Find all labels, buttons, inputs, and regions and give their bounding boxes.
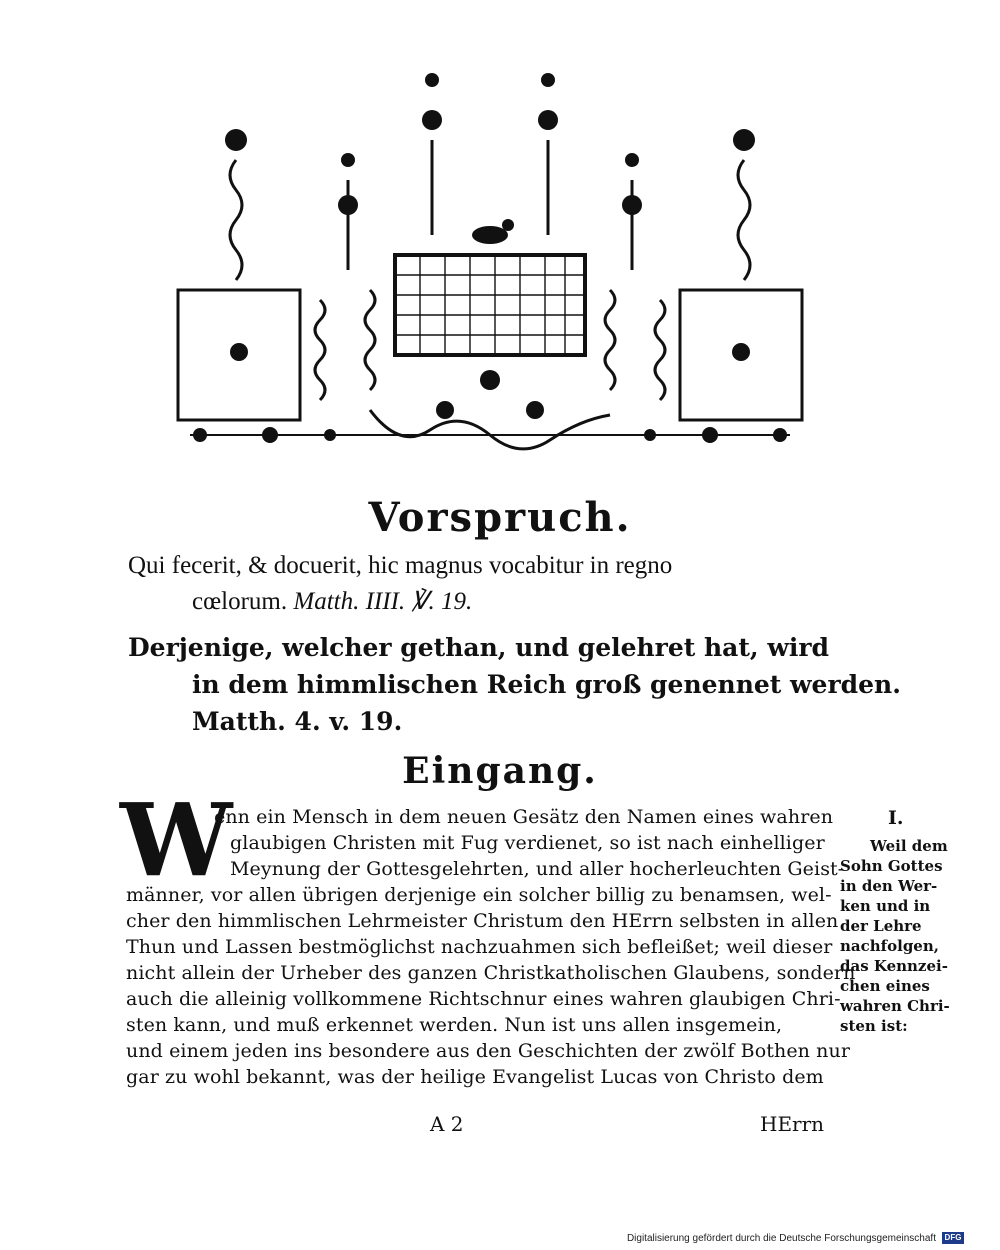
margin-note-line: ken und in — [840, 897, 931, 915]
heading-eingang: Eingang. — [402, 750, 598, 792]
latin-motto-line: Qui fecerit, & docuerit, hic magnus vocabitur in regno — [128, 552, 673, 579]
latin-motto-text: cœlorum. — [192, 588, 288, 615]
dfg-logo: DFG — [942, 1232, 964, 1244]
latin-motto-line — [192, 584, 912, 620]
german-motto-reference: Matth. 4. v. 19. — [192, 707, 403, 736]
margin-note-line: sten ist: — [840, 1017, 908, 1035]
body-line: sten kann, und muß erkennet werden. Nun ist uns allen insgemein, — [126, 1014, 783, 1036]
german-motto-line: in dem himmlischen Reich groß genennet werden. — [192, 670, 901, 699]
margin-section-number: I. — [888, 807, 904, 829]
woodcut-ornament — [170, 60, 810, 480]
margin-note-line: nachfolgen, — [840, 937, 939, 955]
body-line: cher den himmlischen Lehrmeister Christum den HErrn selbsten in allen — [126, 910, 839, 932]
body-line: auch die alleinig vollkommene Richtschnur eines wahren glaubigen Chri- — [126, 988, 841, 1010]
heading-vorspruch: Vorspruch. — [368, 494, 632, 541]
body-line: männer, vor allen übrigen derjenige ein solcher billig zu benamsen, wel- — [126, 884, 832, 906]
body-line: glaubigen Christen mit Fug verdienet, so ist nach einhelliger — [230, 832, 825, 854]
body-line: enn ein Mensch in dem neuen Gesätz den Namen eines wahren — [214, 806, 834, 828]
margin-note-line: chen eines — [840, 977, 930, 995]
latin-motto-reference: Matth. IIII. ℣. 19. — [293, 588, 473, 615]
margin-note-line: der Lehre — [840, 917, 922, 935]
digitization-credit — [627, 1232, 964, 1244]
catchword: HErrn — [760, 1112, 825, 1136]
body-line: gar zu wohl bekannt, was der heilige Evangelist Lucas von Christo dem — [126, 1066, 824, 1088]
margin-note-line: das Kennzei- — [840, 957, 948, 975]
margin-note-line: Sohn Gottes — [840, 857, 943, 875]
margin-note-line: Weil dem — [870, 837, 948, 855]
margin-note-line: wahren Chri- — [840, 997, 950, 1015]
body-line: Meynung der Gottesgelehrten, und aller hocherleuchten Geist- — [230, 858, 845, 880]
body-line: Thun und Lassen bestmöglichst nachzuahmen sich befleißet; weil dieser — [126, 936, 833, 958]
body-line: und einem jeden ins besondere aus den Geschichten der zwölf Bothen nur — [126, 1040, 850, 1062]
drop-cap: W — [120, 781, 233, 899]
credit-text: Digitalisierung gefördert durch die Deutsche Forschungsgemeinschaft — [626, 1232, 936, 1244]
german-motto-line: Derjenige, welcher gethan, und gelehret hat, wird — [128, 633, 830, 662]
margin-note-line: in den Wer- — [840, 877, 938, 895]
signature-mark: A 2 — [430, 1112, 464, 1136]
body-line: nicht allein der Urheber des ganzen Christkatholischen Glaubens, sondern — [126, 962, 856, 984]
